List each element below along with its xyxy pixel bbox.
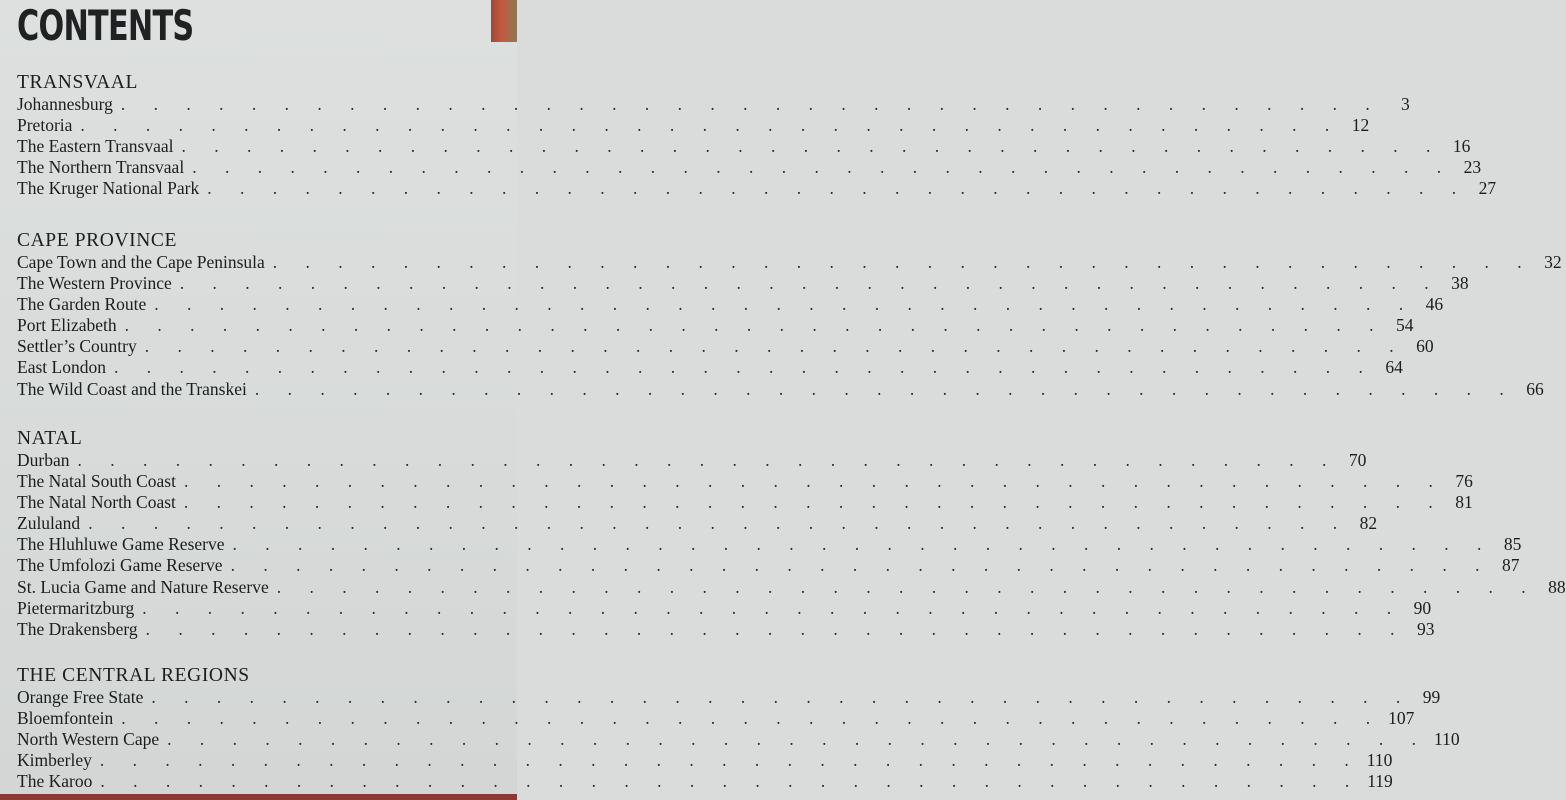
toc-entry[interactable] xyxy=(17,618,1435,640)
entry-page-number: 23 xyxy=(1463,157,1482,178)
page-title: CONTENTS xyxy=(17,1,194,50)
toc-entry[interactable] xyxy=(17,294,1444,315)
entry-page-number: 70 xyxy=(1348,450,1367,470)
toc-entry[interactable] xyxy=(17,492,1473,513)
entry-title: The Hluhluwe Game Reserve xyxy=(17,534,225,555)
dot-leader: . . . . . . . . . . . . . . . . . . . . . . . . . . . . . . . . . . . . . . . xyxy=(77,450,1339,470)
entry-title: Settler’s Country xyxy=(17,336,137,357)
entry-title: The Drakensberg xyxy=(17,618,138,639)
entry-title: North Western Cape xyxy=(17,729,160,750)
toc-entry[interactable] xyxy=(17,252,1562,273)
toc-entry[interactable] xyxy=(17,750,1393,771)
toc-entry[interactable] xyxy=(17,357,1403,378)
entry-page-number: 27 xyxy=(1478,178,1497,199)
toc-entry[interactable] xyxy=(17,94,1410,115)
dot-leader: . . . . . . . . . . . . . . . . . . . . . . . . . . . . . . . . . . . . . . . xyxy=(183,471,1445,492)
entry-title: Zululand xyxy=(17,513,81,534)
toc-entry[interactable] xyxy=(17,378,1544,400)
dot-leader: . . . . . . . . . . . . . . . . . . . . . . . . . . . . . . . . . . . . . . . xyxy=(124,315,1386,336)
section-heading: CAPE PROVINCE xyxy=(17,230,178,251)
entry-page-number: 3 xyxy=(1401,94,1410,114)
dot-leader: . . . . . . . . . . . . . . . . . . . . . . . . . . . . . . . . . . . . . . . xyxy=(88,513,1350,534)
entry-title: The Wild Coast and the Transkei xyxy=(17,378,247,399)
section-transvaal xyxy=(17,72,1497,199)
dot-leader: . . . . . . . . . . . . . . . . . . . . . . . . . . . . . . . . . . . . . . . xyxy=(272,252,1534,272)
dot-leader: . . . . . . . . . . . . . . . . . . . . . . . . . . . . . . . . . . . . . . . xyxy=(254,378,1516,399)
entry-title: Orange Free State xyxy=(17,687,144,707)
entry-title: Durban xyxy=(17,450,70,470)
section-central-regions xyxy=(17,665,1460,792)
entry-title: The Kruger National Park xyxy=(17,178,200,199)
entry-page-number: 99 xyxy=(1422,687,1441,707)
toc-entry[interactable] xyxy=(17,513,1378,534)
toc-entry[interactable] xyxy=(17,471,1473,492)
dot-leader: . . . . . . . . . . . . . . . . . . . . . . . . . . . . . . . . . . . . . . . xyxy=(183,492,1445,513)
entry-page-number: 110 xyxy=(1366,750,1393,771)
entry-title: Pretoria xyxy=(17,115,73,136)
entry-page-number: 87 xyxy=(1501,555,1520,576)
dot-leader: . . . . . . . . . . . . . . . . . . . . . . . . . . . . . . . . . . . . . . . xyxy=(113,357,1375,378)
entry-page-number: 12 xyxy=(1351,115,1370,136)
section-heading: THE CENTRAL REGIONS xyxy=(17,665,250,686)
entry-page-number: 46 xyxy=(1425,294,1444,315)
toc-entry[interactable] xyxy=(17,115,1370,136)
entry-page-number: 110 xyxy=(1434,729,1460,750)
dot-leader: . . . . . . . . . . . . . . . . . . . . . . . . . . . . . . . . . . . . . . . xyxy=(121,708,1383,729)
dot-leader: . . . . . . . . . . . . . . . . . . . . . . . . . . . . . . . . . . . . . . . xyxy=(232,534,1494,555)
dot-leader: . . . . . . . . . . . . . . . . . . . . . . . . . . . . . . . . . . . . . . . xyxy=(181,136,1443,157)
entry-page-number: 54 xyxy=(1396,315,1414,336)
dot-leader: . . . . . . . . . . . . . . . . . . . . . . . . . . . . . . . . . . . . . . . xyxy=(80,115,1342,136)
entry-page-number: 16 xyxy=(1452,136,1471,157)
entry-title: The Umfolozi Game Reserve xyxy=(17,555,223,576)
toc-entry[interactable] xyxy=(17,729,1460,750)
toc-entry[interactable] xyxy=(17,534,1522,555)
section-cape-province xyxy=(17,230,1562,400)
entry-page-number: 64 xyxy=(1385,357,1403,378)
toc-entry[interactable] xyxy=(17,450,1367,471)
dot-leader: . . . . . . . . . . . . . . . . . . . . . . . . . . . . . . . . . . . . . . . xyxy=(154,294,1416,315)
dot-leader: . . . . . . . . . . . . . . . . . . . . . . . . . . . . . . . . . . . . . . . xyxy=(99,750,1361,771)
toc-entry[interactable] xyxy=(17,708,1415,729)
entry-title: Pietermaritzburg xyxy=(17,597,135,618)
section-natal xyxy=(17,428,1566,640)
toc-entry[interactable] xyxy=(17,136,1471,157)
entry-page-number: 90 xyxy=(1413,597,1432,618)
entry-page-number: 82 xyxy=(1359,513,1378,534)
dot-leader: . . . . . . . . . . . . . . . . . . . . . . . . . . . . . . . . . . . . . . . xyxy=(179,273,1441,294)
toc-entry[interactable] xyxy=(17,157,1482,178)
toc-entry[interactable] xyxy=(17,273,1469,294)
toc-entry[interactable] xyxy=(17,687,1441,708)
entry-title: The Karoo xyxy=(17,771,93,792)
entry-page-number: 81 xyxy=(1455,492,1473,513)
dot-leader: . . . . . . . . . . . . . . . . . . . . . . . . . . . . . . . . . . . . . . . xyxy=(276,576,1538,597)
entry-title: St. Lucia Game and Nature Reserve xyxy=(17,576,269,597)
toc-entry[interactable] xyxy=(17,771,1393,792)
entry-title: The Northern Transvaal xyxy=(17,157,185,178)
toc-entry[interactable] xyxy=(17,315,1414,336)
entry-title: Johannesburg xyxy=(17,94,113,114)
entry-page-number: 93 xyxy=(1417,618,1435,639)
entry-title: Cape Town and the Cape Peninsula xyxy=(17,252,265,272)
entry-title: The Natal South Coast xyxy=(17,471,176,492)
dot-leader: . . . . . . . . . . . . . . . . . . . . . . . . . . . . . . . . . . . . . . . xyxy=(120,94,1382,114)
entry-page-number: 66 xyxy=(1526,378,1544,399)
entry-title: The Western Province xyxy=(17,273,172,294)
cover-image-edge xyxy=(491,0,517,42)
section-heading: NATAL xyxy=(17,428,83,449)
entry-page-number: 38 xyxy=(1451,273,1469,294)
toc-entry[interactable] xyxy=(17,555,1520,576)
toc-entry[interactable] xyxy=(17,178,1497,199)
entry-page-number: 60 xyxy=(1416,336,1434,357)
entry-page-number: 88 xyxy=(1548,576,1566,597)
section-heading: TRANSVAAL xyxy=(17,72,138,93)
entry-title: East London xyxy=(17,357,106,378)
dot-leader: . . . . . . . . . . . . . . . . . . . . . . . . . . . . . . . . . . . . . . . xyxy=(230,555,1492,576)
entry-title: The Eastern Transvaal xyxy=(17,136,174,157)
entry-page-number: 85 xyxy=(1503,534,1522,555)
entry-title: The Natal North Coast xyxy=(17,492,176,513)
dot-leader: . . . . . . . . . . . . . . . . . . . . . . . . . . . . . . . . . . . . . . . xyxy=(192,157,1454,178)
toc-entry[interactable] xyxy=(17,597,1432,619)
entry-title: Bloemfontein xyxy=(17,708,114,729)
page-bottom-edge xyxy=(0,794,517,800)
entry-title: Port Elizabeth xyxy=(17,315,117,336)
dot-leader: . . . . . . . . . . . . . . . . . . . . . . . . . . . . . . . . . . . . . . . xyxy=(142,597,1404,618)
dot-leader: . . . . . . . . . . . . . . . . . . . . . . . . . . . . . . . . . . . . . . . xyxy=(207,178,1469,199)
entry-page-number: 119 xyxy=(1367,771,1393,792)
dot-leader: . . . . . . . . . . . . . . . . . . . . . . . . . . . . . . . . . . . . . . . xyxy=(100,771,1362,792)
entry-page-number: 32 xyxy=(1544,252,1562,272)
entry-title: Kimberley xyxy=(17,750,92,771)
entry-title: The Garden Route xyxy=(17,294,147,315)
entry-page-number: 107 xyxy=(1388,708,1415,729)
dot-leader: . . . . . . . . . . . . . . . . . . . . . . . . . . . . . . . . . . . . . . . xyxy=(151,687,1413,707)
entry-page-number: 76 xyxy=(1455,471,1473,492)
toc-entry[interactable] xyxy=(17,576,1566,598)
dot-leader: . . . . . . . . . . . . . . . . . . . . . . . . . . . . . . . . . . . . . . . xyxy=(144,336,1406,357)
dot-leader: . . . . . . . . . . . . . . . . . . . . . . . . . . . . . . . . . . . . . . . xyxy=(145,618,1407,639)
dot-leader: . . . . . . . . . . . . . . . . . . . . . . . . . . . . . . . . . . . . . . . xyxy=(167,729,1428,750)
toc-entry[interactable] xyxy=(17,336,1434,357)
